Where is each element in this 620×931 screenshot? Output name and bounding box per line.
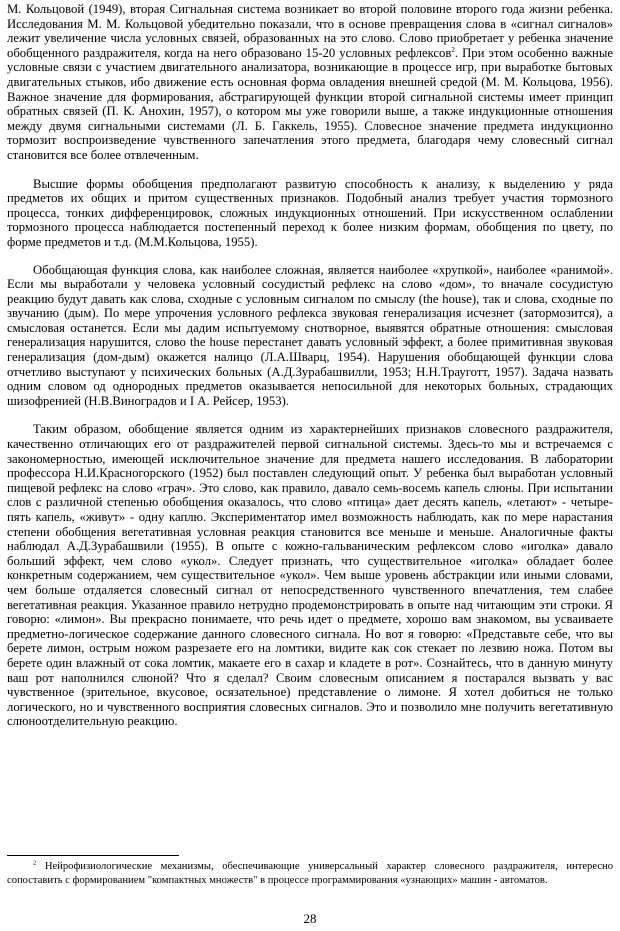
paragraph-1-text-start: М. Кольцовой (1949), вторая Сигнальная система возникает во второй половине второго года жизни ребенка. Исследования М. М. Кольцовой убедительно показали, что в основе превращения слова в «сигнал сигналов» лежит увеличение числа условных связей, образованных на это слово. Слово приобретает у ребенка значение обобщенного раздражителя, когда на него образовано 15-20 условных рефлексов — [7, 2, 613, 60]
paragraph-2: Высшие формы обобщения предполагают развитую способность к анализу, к выделению у ряда предметов их общих и притом существенных признаков. Подобный анализ требует участия тормозного процесса, тонких дифференцировок, сложных индукционных отношений. При искусственном ослаблении тормозного процесса наблюдается постепенный переход к более низким формам, обобщения по цвету, по форме предметов и т.д. (М.М.Кольцова, 1955). — [7, 176, 613, 249]
paragraph-1 — [7, 2, 613, 163]
footnote-reference: 2 — [451, 45, 455, 54]
footnote-text: Нейрофизиологические механизмы, обеспечивающие универсальный характер словесного раздражителя, интересно сопоставить с формированием "компактных множеств" в процессе программирования «узнающих» машин - автоматов. — [7, 861, 613, 886]
paragraph-3: Обобщающая функция слова, как наиболее сложная, является наиболее «хрупкой», наиболее «ранимой». Если мы выработали у человека условный сосудистый рефлекс на слово «дом», то вначале сосудистую реакцию будут давать как слова, сходные с условным сигналом по смыслу (the house), так и слова, сходные по звучанию (дым). По мере упрочения условного рефлекса звуковая генерализация исчезнет (затормозится), а смысловая останется. Если мы дадим испытуемому снотворное, выявятся обратные отношения: смысловая генерализация нарушится, слово the house перестанет давать условный эффект, а более примитивная звуковая генерализация (дом-дым) окажется налицо (Л.А.Шварц, 1954). Нарушения обобщающей функции слова отчетливо выступают у психических больных (А.Д.Зурабашвилли, 1953; Н.Н.Трауготт, 1957). Задача назвать одним словом од однородных предметов оказывается непосильной для некоторых больных, страдающих шизофренией (Н.В.Виноградов и I А. Рейсер, 1953). — [7, 262, 613, 408]
page-number: 28 — [303, 911, 317, 926]
footnote-divider — [7, 855, 179, 856]
footnote-marker: 2 — [33, 859, 37, 867]
paragraph-4: Таким образом, обобщение является одним из характернейших признаков словесного раздражителя, качественно отличающих его от раздражителей первой сигнальной системы. Здесь-то мы и встречаемся с закономерностью, имеющей исключительное значение для предмета нашего исследования. В лаборатории профессора Н.И.Красногорского (1952) был поставлен следующий опыт. У ребенка был выработан условный пищевой рефлекс на слово «грач». Это слово, как правило, давало семь-восемь капель слюны. При испытании слов с различной степенью обобщения оказалось, что слово «птица» дает десять капель, «летают» - четыре-пять капель, «живут» - одну каплю. Экспериментатор имел возможность наблюдать, как по мере нарастания степени обобщения вегетативная условная реакция становится все меньше и меньше. Аналогичные факты наблюдал А.Д.Зурабашвили (1955). В опыте с кожно-гальваническим рефлексом слово «иголка» давало больший эффект, чем слово «укол». Следует признать, что существительное «иголка» обладает более конкретным содержанием, чем существительное «укол». Чем выше уровень абстракции или иными словами, чем больше отдаляется словесный сигнал от непосредственного чувственного впечатления, тем слабее вегетативная реакция. Указанное правило нетрудно продемонстрировать в опыте над читающим эти строки. Я говорю: «лимон». Вы прекрасно понимаете, что речь идет о предмете, хорошо вам знакомом, вы усваиваете предметно-логическое содержание данного словесного сигнала. Но вот я говорю: «Представьте себе, что вы берете лимон, острым ножом разрезаете его на ломтики, видите как сок стекает по лезвию ножа. Потом вы берете один влажный от сока ломтик, макаете его в сахар и кладете в рот». Сознайтесь, что в данную минуту ваш рот наполнился слюной? Что я сделал? Своим словесным описанием я постарался вызвать у вас чувственное (зрительное, вкусовое, осязательное) представление о лимоне. Я хотел добиться не только логического, но и чувственного восприятия словесных сигналов. Это и позволило мне получить вегетативную слюноотделительную реакцию. — [7, 422, 613, 729]
paragraph-1-text-end: . При этом особенно важные условные связи с участием двигательного анализатора, возникающие в процессе игр, при выработке бытовых двигательных стыков, ибо движение есть основная форма овладения внешней средой (М. М. Кольцова, 1956). Важное значение для формирования, абстрагирующей функции второй сигнальной системы имеет принцип обратных связей (П. К. Анохин, 1957), о котором мы уже говорили выше, а также индукционные отношения между двумя сигнальными системами (Л. Б. Гаккель, 1955). Словесное значение предмета индукционно тормозит воспроизведение чувственного запечатления этого предмета, благодаря чему словесный сигнал становится все более отвлеченным. — [7, 45, 613, 162]
footnote — [7, 860, 613, 887]
page-body — [7, 2, 613, 729]
